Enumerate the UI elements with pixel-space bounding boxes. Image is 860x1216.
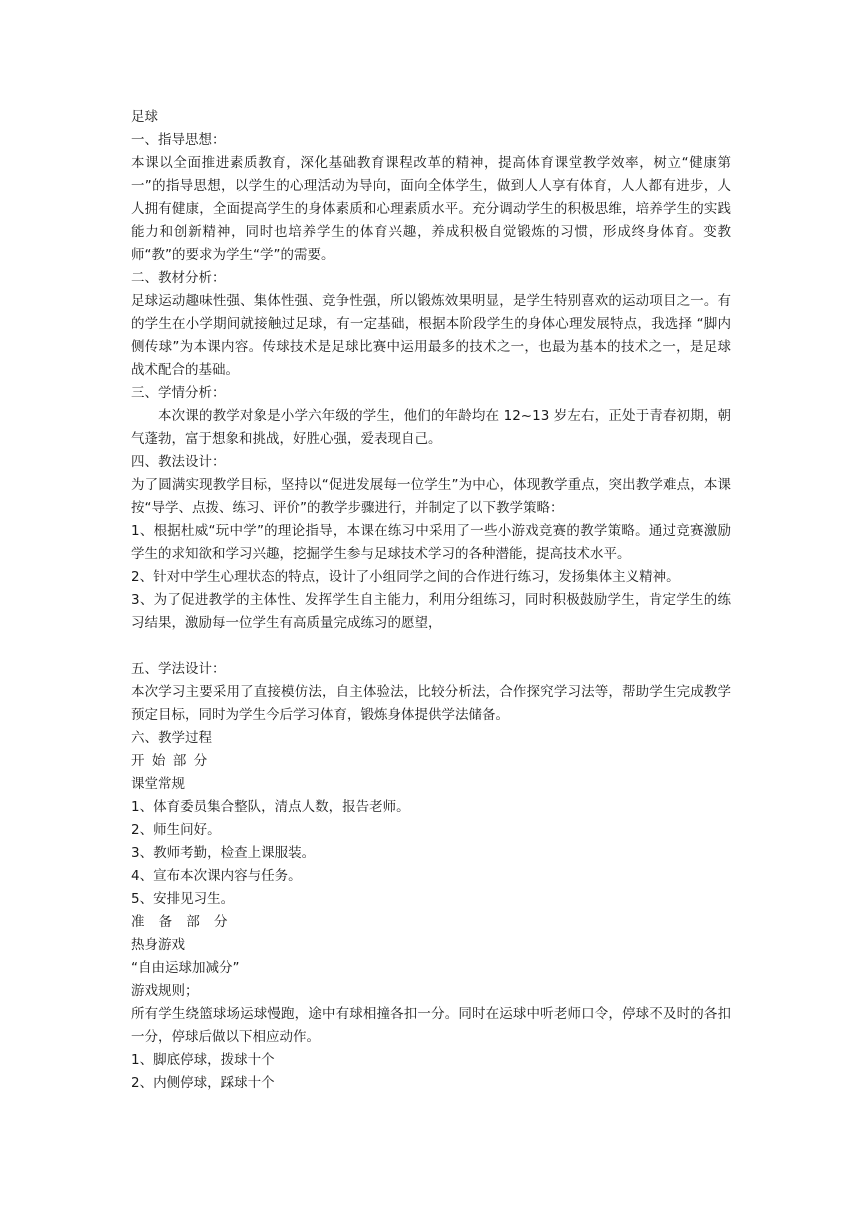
paragraph-game-rules: 所有学生绕篮球场运球慢跑，途中有球相撞各扣一分。同时在运球中听老师口令，停球不及时的各扣一分，停球后做以下相应动作。 bbox=[131, 1006, 731, 1045]
section-heading-learning-method: 五、学法设计： bbox=[131, 661, 226, 677]
list-item: 2、内侧停球，踩球十个 bbox=[131, 1075, 275, 1091]
paragraph-student-analysis: 本次课的教学对象是小学六年级的学生，他们的年龄均在 12~13 岁左右，正处于青春初期，朝气蓬勃，富于想象和挑战，好胜心强，爱表现自己。 bbox=[131, 408, 731, 447]
list-item: 1、体育委员集合整队，清点人数，报告老师。 bbox=[131, 799, 410, 815]
paragraph-teaching-method-intro: 为了圆满实现教学目标，坚持以“促进发展每一位学生”为中心，体现教学重点，突出教学难点，本课按“导学、点拨、练习、评价”的教学步骤进行，并制定了以下教学策略： bbox=[131, 477, 731, 516]
list-item: 2、针对中学生心理状态的特点，设计了小组同学之间的合作进行练习，发扬集体主义精神。 bbox=[131, 569, 680, 585]
document-page bbox=[131, 106, 731, 1095]
subheading-warmup-game: 热身游戏 bbox=[131, 937, 185, 953]
section-heading-material-analysis: 二、教材分析： bbox=[131, 270, 226, 286]
paragraph-learning-method: 本次学习主要采用了直接模仿法，自主体验法，比较分析法，合作探究学习法等，帮助学生完成教学预定目标，同时为学生今后学习体育，锻炼身体提供学法储备。 bbox=[131, 684, 731, 723]
section-heading-student-analysis: 三、学情分析： bbox=[131, 385, 226, 401]
list-item: 5、安排见习生。 bbox=[131, 891, 235, 907]
section-heading-guiding-thought: 一、指导思想： bbox=[131, 132, 226, 148]
list-item: 2、师生问好。 bbox=[131, 822, 221, 838]
paragraph-material-analysis: 足球运动趣味性强、集体性强、竞争性强，所以锻炼效果明显，是学生特别喜欢的运动项目之一。有的学生在小学期间就接触过足球，有一定基础，根据本阶段学生的身体心理发展特点，我选择 “脚内侧传球”为本课内容。传球技术是足球比赛中运用最多的技术之一，也最为基本的技术之一，是足球战术配合的基础。 bbox=[131, 293, 731, 378]
game-name: “自由运球加减分” bbox=[131, 960, 240, 976]
part-heading-start: 开始部分 bbox=[131, 753, 215, 769]
list-item: 3、教师考勤，检查上课服装。 bbox=[131, 845, 316, 861]
list-item: 4、宣布本次课内容与任务。 bbox=[131, 868, 302, 884]
subheading-game-rules: 游戏规则； bbox=[131, 983, 199, 999]
paragraph-guiding-thought: 本课以全面推进素质教育，深化基础教育课程改革的精神，提高体育课堂教学效率，树立“健康第一”的指导思想，以学生的心理活动为导向，面向全体学生，做到人人享有体育，人人都有进步，人人拥有健康，全面提高学生的身体素质和心理素质水平。充分调动学生的积极思维，培养学生的实践能力和创新精神，同时也培养学生的体育兴趣，养成积极自觉锻炼的习惯，形成终身体育。变教师“教”的要求为学生“学”的需要。 bbox=[131, 155, 731, 263]
part-heading-preparation: 准备部分 bbox=[131, 914, 242, 930]
section-heading-teaching-process: 六、教学过程 bbox=[131, 730, 212, 746]
list-item: 1、脚底停球，拨球十个 bbox=[131, 1052, 275, 1068]
list-item: 3、为了促进教学的主体性、发挥学生自主能力，利用分组练习，同时积极鼓励学生，肯定学生的练习结果，激励每一位学生有高质量完成练习的愿望， bbox=[131, 592, 731, 631]
list-item: 1、根据杜威“玩中学”的理论指导，本课在练习中采用了一些小游戏竞赛的教学策略。通过竞赛激励学生的求知欲和学习兴趣，挖掘学生参与足球技术学习的各种潜能，提高技术水平。 bbox=[131, 523, 731, 562]
document-title: 足球 bbox=[131, 109, 158, 125]
blank-line bbox=[131, 635, 731, 658]
section-heading-teaching-method: 四、教法设计： bbox=[131, 454, 226, 470]
subheading-classroom-routine: 课堂常规 bbox=[131, 776, 185, 792]
